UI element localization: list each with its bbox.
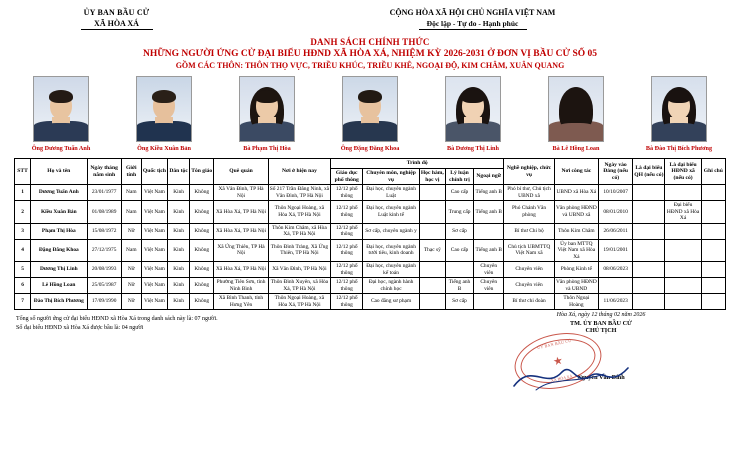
header-left-block	[14, 8, 219, 30]
seal-top-text: ỦY BAN BẦU CỬ	[536, 337, 573, 350]
table-row	[15, 239, 726, 261]
cell-sex: Nam	[121, 185, 141, 201]
cell-religion: Không	[190, 294, 214, 310]
cell-politics: Sơ cấp	[445, 223, 473, 239]
candidate-photo-label-6: Bà Lê Hồng Loan	[552, 145, 600, 152]
candidate-photo-label-2: Ông Kiều Xuân Bản	[137, 145, 191, 152]
cell-language	[474, 294, 504, 310]
cell-hdnd	[665, 239, 701, 261]
candidate-photo-label-4: Ông Đặng Đăng Khoa	[340, 145, 400, 152]
cell-party: 10/10/2007	[599, 185, 633, 201]
cell-qh	[633, 223, 665, 239]
portrait-body	[348, 123, 392, 141]
cell-academic	[419, 262, 445, 278]
cell-stt: 4	[15, 239, 31, 261]
cell-party: 08/06/2023	[599, 262, 633, 278]
candidate-photo-1	[18, 76, 104, 152]
cell-language: Tiếng anh B	[474, 201, 504, 223]
cell-job: Chuyên viên	[504, 262, 554, 278]
cell-major: Cao đẳng sư phạm	[363, 294, 419, 310]
th-job: Nghề nghiệp, chức vụ	[504, 159, 554, 185]
cell-hometown: Phường Tiên Sơn, tỉnh Ninh Bình	[214, 278, 268, 294]
cell-major: Sơ cấp, chuyên ngành y	[363, 223, 419, 239]
cell-name: Dương Thị Linh	[31, 262, 87, 278]
candidate-photo-5	[430, 76, 516, 152]
portrait-body	[142, 123, 186, 141]
seal-bottom-text: XÃ HÒA XÁ	[550, 373, 573, 383]
cell-job: Bí thư Chi bộ	[504, 223, 554, 239]
cell-dob: 01/08/1989	[87, 201, 121, 223]
cell-qh	[633, 262, 665, 278]
signer-name: Nguyễn Văn Đính	[577, 373, 625, 381]
cell-edu: 12/12 phổ thông	[331, 223, 363, 239]
cell-politics: Tiếng anh B	[445, 278, 473, 294]
cell-name: Đào Thị Bích Phương	[31, 294, 87, 310]
cell-nationality: Việt Nam	[141, 239, 167, 261]
cell-residence: Thôn Đình Xuyên, xã Hòa Xá, TP Hà Nội	[268, 278, 330, 294]
cell-job: Bí thư chi đoàn	[504, 294, 554, 310]
portrait-body	[39, 123, 83, 141]
signing-date: Hòa Xá, ngày 12 tháng 02 năm 2026	[556, 311, 646, 318]
committee-name-line2: XÃ HÒA XÁ	[94, 19, 139, 28]
th-stt: STT	[15, 159, 31, 185]
cell-job: Phó Chánh Văn phòng	[504, 201, 554, 223]
th-religion: Tôn giáo	[190, 159, 214, 185]
document-header	[0, 0, 740, 30]
cell-hometown: Xã Hòa Xá, TP Hà Nội	[214, 262, 268, 278]
cell-sex: Nam	[121, 239, 141, 261]
elected-count-line: Số đại biểu HĐND xã Hòa Xá được bầu là: 04 người	[16, 324, 144, 331]
cell-major: Đại học, chuyên ngành Luật	[363, 185, 419, 201]
cell-name: Kiều Xuân Bản	[31, 201, 87, 223]
th-dob: Ngày tháng năm sinh	[87, 159, 121, 185]
th-note: Ghi chú	[701, 159, 725, 185]
cell-religion: Không	[190, 201, 214, 223]
cell-major: Đại học, chuyên ngành Luật kinh tế	[363, 201, 419, 223]
portrait-hair-top	[152, 90, 176, 103]
table-row	[15, 294, 726, 310]
cell-nationality: Việt Nam	[141, 262, 167, 278]
portrait-frame-1	[33, 76, 89, 142]
cell-major: Đại học, chuyên ngành kế toán	[363, 262, 419, 278]
cell-nationality: Việt Nam	[141, 294, 167, 310]
cell-note	[701, 278, 725, 294]
cell-politics: Trung cấp	[445, 201, 473, 223]
cell-note	[701, 223, 725, 239]
cell-job: Chuyên viên	[504, 278, 554, 294]
cell-party: 26/06/2011	[599, 223, 633, 239]
title-line-1: DANH SÁCH CHÍNH THỨC	[310, 37, 430, 47]
th-major: Chuyên môn, nghiệp vụ	[363, 168, 419, 184]
title-block	[0, 37, 740, 70]
cell-academic	[419, 201, 445, 223]
th-nationality: Quốc tịch	[141, 159, 167, 185]
cell-qh	[633, 294, 665, 310]
table-row	[15, 185, 726, 201]
candidate-photo-label-1: Ông Dương Tuấn Anh	[31, 145, 91, 152]
cell-hometown: Xã Hòa Xá, TP Hà Nội	[214, 223, 268, 239]
table-row	[15, 223, 726, 239]
cell-hdnd	[665, 278, 701, 294]
cell-name: Phạm Thị Hòa	[31, 223, 87, 239]
candidate-photo-label-7: Bà Đào Thị Bích Phương	[645, 145, 713, 152]
th-name: Họ và tên	[31, 159, 87, 185]
cell-ethnic: Kinh	[168, 262, 190, 278]
cell-note	[701, 239, 725, 261]
cell-dob: 23/01/1977	[87, 185, 121, 201]
cell-edu: 12/12 phổ thông	[331, 262, 363, 278]
cell-ethnic: Kinh	[168, 294, 190, 310]
cell-residence: Số 217 Trần Đăng Ninh, xã Vân Đình, TP Hà Nội	[269, 186, 330, 199]
cell-stt: 2	[15, 201, 31, 223]
cell-religion: Không	[190, 185, 214, 201]
cell-hdnd	[665, 223, 701, 239]
th-sex: Giới tính	[121, 159, 141, 185]
cell-residence: Thôn Ngoại Hoàng, xã Hòa Xá, TP Hà Nội	[268, 294, 330, 310]
header-right-block	[219, 8, 726, 30]
cell-qh	[633, 278, 665, 294]
cell-hometown: Xã Hòa Xá, TP Hà Nội	[214, 201, 268, 223]
cell-academic	[419, 223, 445, 239]
title-line-2: NHỮNG NGƯỜI ỨNG CỬ ĐẠI BIỂU HĐND XÃ HÒA XÁ, NHIỆM KỲ 2026-2031 Ở ĐƠN VỊ BẦU CỬ SỐ 05	[142, 49, 598, 59]
candidate-photo-strip	[0, 70, 740, 152]
cell-workplace: Văn phòng HĐND và UBND	[555, 279, 597, 292]
portrait-body	[554, 123, 598, 141]
portrait-hair-top	[667, 90, 691, 103]
table-row	[15, 262, 726, 278]
cell-politics: Sơ cấp	[445, 294, 473, 310]
cell-religion: Không	[190, 223, 214, 239]
national-motto: Độc lập - Tự do - Hạnh phúc	[426, 19, 519, 28]
cell-dob: 20/08/1993	[87, 262, 121, 278]
cell-workplace: Thôn Ngoại Hoàng	[554, 294, 598, 310]
cell-workplace: Văn phòng HĐND và UBND xã	[554, 201, 598, 223]
seal-star-icon: ★	[552, 354, 565, 369]
th-hometown: Quê quán	[214, 159, 268, 185]
cell-edu: 12/12 phổ thông	[331, 201, 363, 223]
portrait-frame-2	[136, 76, 192, 142]
cell-workplace: Ủy ban MTTQ Việt Nam xã Hòa Xá	[554, 239, 598, 261]
portrait-body	[657, 123, 701, 141]
th-ethnic: Dân tộc	[168, 159, 190, 185]
cell-dob: 25/05/1987	[87, 278, 121, 294]
cell-hdnd	[665, 294, 701, 310]
th-qh: Là đại biểu QH (nếu có)	[633, 159, 665, 185]
cell-ethnic: Kinh	[168, 278, 190, 294]
cell-edu: 12/12 phổ thông	[331, 294, 363, 310]
portrait-hair-top	[564, 90, 588, 103]
cell-note	[701, 201, 725, 223]
candidate-photo-2	[121, 76, 207, 152]
portrait-hair-top	[358, 90, 382, 103]
signing-org-line2: CHỦ TỊCH	[585, 326, 617, 334]
cell-language: Tiếng anh B	[474, 185, 504, 201]
th-residence: Nơi ở hiện nay	[268, 159, 330, 185]
cell-residence: Xã Vân Đình, TP Hà Nội	[268, 262, 330, 278]
cell-sex: Nam	[121, 201, 141, 223]
table-row	[15, 201, 726, 223]
cell-dob: 27/12/1975	[87, 239, 121, 261]
cell-ethnic: Kinh	[168, 223, 190, 239]
cell-party	[599, 278, 633, 294]
signing-org-line1: TM. ỦY BAN BẦU CỬ	[570, 319, 632, 327]
cell-note	[701, 185, 725, 201]
portrait-frame-4	[342, 76, 398, 142]
national-title: CỘNG HÒA XÃ HỘI CHỦ NGHĨA VIỆT NAM	[389, 8, 556, 17]
candidate-table	[14, 158, 726, 310]
cell-note	[701, 294, 725, 310]
cell-edu: 12/12 phổ thông	[331, 185, 363, 201]
th-hdnd: Là đại biểu HĐND xã (nếu có)	[665, 159, 701, 185]
portrait-frame-3	[239, 76, 295, 142]
cell-edu: 12/12 phổ thông	[331, 239, 363, 261]
table-body	[15, 185, 726, 310]
cell-hometown: Xã Bình Thanh, tỉnh Hưng Yên	[214, 294, 268, 310]
th-party: Ngày vào Đảng (nếu có)	[599, 159, 633, 185]
cell-language	[474, 223, 504, 239]
cell-sex: Nữ	[121, 262, 141, 278]
th-edu: Giáo dục phổ thông	[331, 168, 363, 184]
cell-party: 08/01/2010	[599, 201, 633, 223]
cell-ethnic: Kinh	[168, 239, 190, 261]
cell-major: Đại học, chuyên ngành tưới tiêu, kinh doanh	[363, 239, 419, 261]
committee-name-line1: ỦY BAN BẦU CỬ	[83, 8, 150, 17]
cell-dob: 15/08/1972	[87, 223, 121, 239]
cell-academic	[419, 185, 445, 201]
cell-academic	[419, 278, 445, 294]
cell-ethnic: Kinh	[168, 185, 190, 201]
cell-academic: Thạc sỹ	[419, 239, 445, 261]
portrait-frame-6	[548, 76, 604, 142]
cell-hdnd: Đại biểu HĐND xã Hòa Xá	[666, 202, 700, 222]
cell-workplace: UBND xã Hòa Xá	[554, 185, 598, 201]
cell-language: Tiếng anh B	[474, 239, 504, 261]
cell-sex: Nữ	[121, 294, 141, 310]
cell-workplace: Thôn Kim Châm	[554, 223, 598, 239]
th-workplace: Nơi công tác	[554, 159, 598, 185]
candidate-photo-7	[636, 76, 722, 152]
cell-ethnic: Kinh	[168, 201, 190, 223]
table-row	[15, 278, 726, 294]
table-header-row-1	[15, 159, 726, 169]
candidate-photo-4	[327, 76, 413, 152]
cell-qh	[633, 239, 665, 261]
cell-job: Chủ tịch UBMTTQ Việt Nam xã	[504, 239, 554, 261]
candidate-photo-3	[224, 76, 310, 152]
cell-politics: Cao cấp	[445, 239, 473, 261]
cell-hometown: Xã Vân Đình, TP Hà Nội	[214, 185, 268, 201]
cell-hdnd	[665, 185, 701, 201]
portrait-hair-top	[255, 90, 279, 103]
portrait-body	[451, 123, 495, 141]
cell-stt: 3	[15, 223, 31, 239]
cell-language: Chuyên viên	[474, 278, 504, 294]
cell-residence: Thôn Đình Tràng, Xã Ứng Thiên, TP Hà Nội	[268, 239, 330, 261]
cell-religion: Không	[190, 262, 214, 278]
cell-party: 11/06/2023	[599, 294, 633, 310]
cell-note	[701, 262, 725, 278]
cell-qh	[633, 185, 665, 201]
cell-residence: Thôn Kim Châm, xã Hòa Xá, TP Hà Nội	[268, 223, 330, 239]
cell-stt: 7	[15, 294, 31, 310]
cell-residence: Thôn Ngoại Hoàng, xã Hòa Xá, TP Hà Nội	[268, 201, 330, 223]
header-left-rule	[81, 29, 153, 30]
cell-nationality: Việt Nam	[141, 223, 167, 239]
th-politics: Lý luận chính trị	[445, 168, 473, 184]
cell-politics: Cao cấp	[445, 185, 473, 201]
cell-name: Dương Tuấn Anh	[31, 185, 87, 201]
signature-block	[496, 312, 706, 381]
cell-stt: 1	[15, 185, 31, 201]
portrait-frame-7	[651, 76, 707, 142]
cell-academic	[419, 294, 445, 310]
cell-hometown: Xã Ứng Thiên, TP Hà Nội	[214, 239, 268, 261]
cell-sex: Nữ	[121, 278, 141, 294]
portrait-hair-top	[49, 90, 73, 103]
cell-workplace: Phòng Kinh tế	[554, 262, 598, 278]
total-candidates-line: Tổng số người ứng cử đại biểu HĐND xã Hòa Xá trong danh sách này là: 07 người.	[16, 315, 218, 322]
portrait-body	[245, 123, 289, 141]
th-language: Ngoại ngữ	[474, 168, 504, 184]
portrait-frame-5	[445, 76, 501, 142]
th-level-group: Trình độ	[331, 159, 504, 169]
cell-name: Đặng Đăng Khoa	[31, 239, 87, 261]
cell-edu: 12/12 phổ thông	[331, 278, 363, 294]
portrait-hair-top	[461, 90, 485, 103]
th-academic: Học hàm, học vị	[419, 168, 445, 184]
cell-language: Chuyên viên	[474, 262, 504, 278]
cell-major: Đại học, ngành hành chính học	[363, 278, 419, 294]
cell-qh	[633, 201, 665, 223]
cell-nationality: Việt Nam	[141, 201, 167, 223]
cell-party: 19/01/2001	[599, 239, 633, 261]
title-line-3: GỒM CÁC THÔN: THÔN THỌ VỰC, TRIỀU KHÚC, TRIỀU KHÊ, NGOẠI ĐỘ, KIM CHÂM, XUÂN QUANG	[175, 61, 565, 70]
cell-nationality: Việt Nam	[141, 185, 167, 201]
document-footer	[0, 310, 740, 383]
cell-sex: Nữ	[121, 223, 141, 239]
cell-job: Phó bí thư, Chủ tịch UBND xã	[504, 185, 554, 201]
candidate-photo-6	[533, 76, 619, 152]
candidate-photo-label-5: Bà Dương Thị Linh	[447, 145, 499, 152]
cell-hdnd	[665, 262, 701, 278]
header-right-rule	[419, 29, 527, 30]
candidate-photo-label-3: Bà Phạm Thị Hòa	[243, 145, 291, 152]
cell-religion: Không	[190, 278, 214, 294]
cell-stt: 6	[15, 278, 31, 294]
handwritten-signature	[506, 360, 646, 394]
cell-politics	[445, 262, 473, 278]
cell-religion: Không	[190, 239, 214, 261]
cell-dob: 17/09/1990	[87, 294, 121, 310]
cell-stt: 5	[15, 262, 31, 278]
cell-name: Lê Hồng Loan	[31, 278, 87, 294]
cell-nationality: Việt Nam	[141, 278, 167, 294]
